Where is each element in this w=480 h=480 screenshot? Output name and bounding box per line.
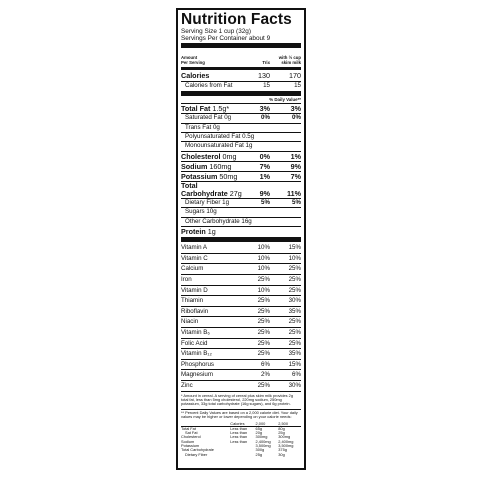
dv-table-row: Dietary Fiber 25g 30g [185,451,285,457]
nutrient-row: Cholesterol 0mg 0% 1% [181,151,301,161]
nutrient-row: Total Carbohydrate 27g 9% 11% [181,181,301,199]
nutrient-row: Sugars 10g [181,207,301,216]
vitamin-row: Vitamin B₆ 25% 25% [181,329,301,336]
divider-thick [181,91,301,96]
footnote-daily-values: ** Percent Daily Values are based on a 2,000 calorie diet. Your daily values may be higher or lower depending on your calorie needs: [181,409,298,420]
vitamin-row: Vitamin B₁₂ 25% 35% [181,350,301,358]
daily-value-header: % Daily Value** [269,96,301,102]
footnotes [181,394,301,457]
serving-size: Serving Size 1 cup (32g) [181,28,251,35]
nutrient-row: Trans Fat 0g [181,123,301,132]
vitamin-row: Vitamin A 10% 15% [181,244,301,252]
nutrition-facts-label [176,8,306,470]
nutrient-row: Potassium 50mg 1% 7% [181,172,301,182]
divider-thick [181,237,301,242]
vitamin-row: Calcium 10% 25% [181,265,301,273]
amount-label: Amount [181,55,198,61]
nutrient-row: Polyunsaturated Fat 0.5g [181,132,301,141]
calories-from-fat-row: Calories from Fat 15 15 [181,81,301,90]
divider-thin [181,391,301,392]
vitamin-row: Niacin 25% 25% [181,318,301,326]
vitamin-row: Thiamin 25% 30% [181,297,301,305]
dv-table-row: Sodium Less than 2,400mg 2,400mg [181,438,294,444]
nutrient-row: Total Fat 1.5g* 3% 3% [181,103,301,113]
dv-table-header: Calories 2,000 2,500 [181,422,301,427]
vitamin-row: Riboflavin 25% 35% [181,307,301,315]
nutrient-row: Dietary Fiber 1g 5% 5% [181,198,301,207]
vitamin-row: Vitamin D 10% 25% [181,286,301,294]
dv-table-row: Total Fat Less than 65g 80g [181,425,285,431]
nutrient-row: Sodium 160mg 7% 9% [181,161,301,171]
dv-table-row: Potassium 3,500mg 3,500mg [181,443,294,449]
column-header [181,49,301,66]
nutrient-row: Other Carbohydrate 16g [181,217,301,226]
vitamin-row: Folic Acid 25% 25% [181,339,301,347]
label-title: Nutrition Facts [181,11,292,28]
vitamin-row: Iron 25% 25% [181,276,301,284]
divider-thick [181,43,301,48]
vitamin-row: Phosphorus 6% 15% [181,360,301,368]
vitamin-row: Zinc 25% 30% [181,381,301,389]
servings-per-container: Servings Per Container about 9 [181,35,271,43]
vitamin-row: Magnesium 2% 6% [181,371,301,379]
nutrient-row: Protein 1g [181,226,301,236]
dv-table-row: Sat Fat Less than 20g 25g [185,430,285,436]
per-serving-label: Per Serving [181,59,205,65]
vitamin-row: Vitamin C 10% 10% [181,254,301,262]
divider-medium [181,67,301,70]
footnote-cereal-with-milk: * Amount in cereal. A serving of cereal plus skim milk provides 2g total fat, less than 5mg cholesterol, 220mg sodium, 250mg potassium, 33g total carbohydrate (16g sugars), and 6g protein. [181,392,294,407]
daily-value-table [181,422,301,457]
calories-row: Calories 130 170 [181,71,301,81]
column-cereal-label: Trix [262,59,270,65]
column-milk-label: with ½ cup skim milk [278,55,301,65]
nutrient-row: Saturated Fat 0g 0% 0% [181,113,301,122]
dv-table-row: Total Carbohydrate 300g 375g [181,447,287,453]
nutrient-row: Monounsaturated Fat 1g [181,141,301,150]
dv-table-row: Cholesterol Less than 300mg 300mg [181,434,291,440]
